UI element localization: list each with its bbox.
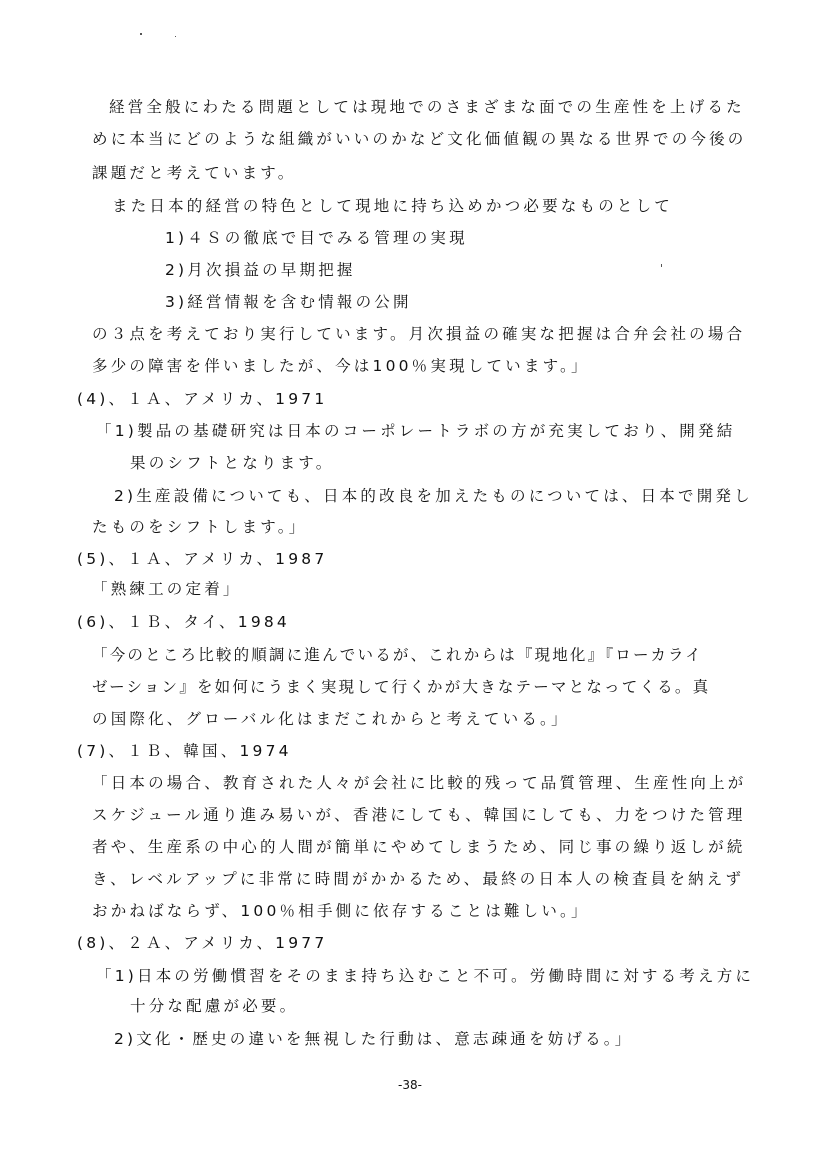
section-heading: (7)、１Ｂ、韓国、1974 (77, 742, 292, 760)
text-line: おかねばならず、100％相手側に依存することは難しい。」 (92, 902, 590, 920)
section-heading: (8)、２Ａ、アメリカ、1977 (77, 934, 328, 952)
text-line: 2)文化・歴史の違いを無視した行動は、意志疎通を妨げる。」 (114, 1030, 634, 1048)
text-line: 2)生産設備についても、日本的改良を加えたものについては、日本で開発し (114, 487, 753, 505)
scan-speck (661, 264, 662, 267)
text-line: 「今のところ比較的順調に進んでいるが、これからは『現地化』『ローカライ (92, 646, 703, 664)
section-heading: (4)、１Ａ、アメリカ、1971 (77, 390, 328, 408)
text-line: 経営全般にわたる問題としては現地でのさまざまな面での生産性を上げるた (109, 98, 745, 116)
text-line: の国際化、グローバル化はまだこれからと考えている。」 (92, 710, 570, 728)
text-line: 果のシフトとなります。 (130, 454, 335, 472)
section-heading: (5)、１Ａ、アメリカ、1987 (77, 550, 328, 568)
scan-speck (140, 33, 142, 35)
text-line: めに本当にどのような組織がいいのかなど文化価値観の異なる世界での今後の (92, 130, 747, 148)
text-line: ゼーション』を如何にうまく実現して行くかが大きなテーマとなってくる。真 (92, 678, 711, 696)
text-line: 者や、生産系の中心的人間が簡単にやめてしまうため、同じ事の繰り返しが続 (92, 838, 746, 856)
text-line: 「1)日本の労働慣習をそのまま持ち込むこと不可。労働時間に対する考え方に (96, 967, 755, 985)
text-line: き、レベルアップに非常に時間がかかるため、最終の日本人の検査員を納えず (92, 870, 745, 888)
section-heading: (6)、１Ｂ、タイ、1984 (77, 613, 290, 631)
text-line: また日本的経営の特色として現地に持ち込めかつ必要なものとして (112, 197, 674, 215)
list-item: 2)月次損益の早期把握 (165, 261, 356, 279)
text-line: 十分な配慮が必要。 (130, 997, 299, 1015)
text-line: 「1)製品の基礎研究は日本のコーポレートラボの方が充実しており、開発結 (96, 422, 736, 440)
text-line: 「熟練工の定着」 (92, 580, 242, 598)
text-line: 課題だと考えています。 (92, 164, 297, 182)
text-line: の３点を考えており実行しています。月次損益の確実な把握は合弁会社の場合 (92, 325, 746, 343)
text-line: 「日本の場合、教育された人々が会社に比較的残って品質管理、生産性向上が (92, 774, 747, 792)
list-item: 3)経営情報を含む情報の公開 (165, 293, 412, 311)
text-line: たものをシフトします。」 (92, 518, 308, 536)
list-item: 1)４Ｓの徹底で目でみる管理の実現 (165, 229, 468, 247)
text-line: 多少の障害を伴いましたが、今は100％実現しています。」 (92, 357, 590, 375)
scan-speck (175, 36, 176, 37)
text-line: スケジュール通り進み易いが、香港にしても、韓国にしても、力をつけた管理 (92, 806, 746, 824)
page-number: -38- (398, 1078, 422, 1092)
